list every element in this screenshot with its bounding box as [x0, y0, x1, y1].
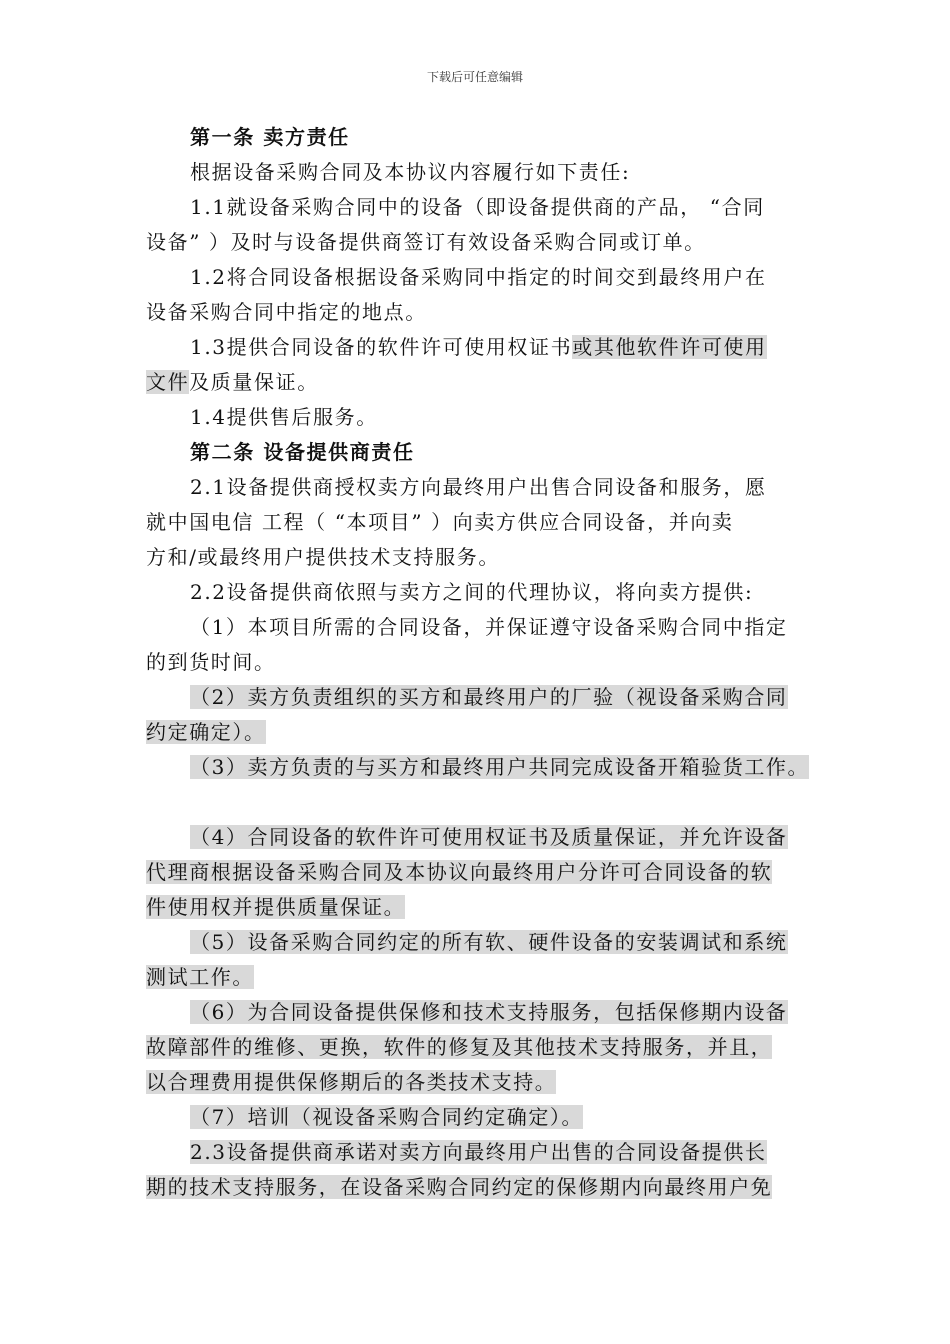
highlighted-text: 以合理费用提供保修期后的各类技术支持。	[146, 1070, 557, 1094]
text-line	[146, 1067, 556, 1097]
highlighted-text: 2.3设备提供商承诺对卖方向最终用户出售的合同设备提供长	[190, 1140, 767, 1164]
highlighted-text: 代理商根据设备采购合同及本协议向最终用户分许可合同设备的软	[146, 860, 773, 884]
text-line: 设备” ）及时与设备提供商签订有效设备采购合同或订单。	[146, 230, 706, 254]
text-line: 设备采购合同中指定的地点。	[146, 300, 427, 324]
highlighted-text: （6）为合同设备提供保修和技术支持服务，包括保修期内设备	[190, 1000, 788, 1024]
text-line	[146, 962, 254, 992]
text-line: 根据设备采购合同及本协议内容履行如下责任:	[190, 160, 631, 184]
text-line: 1.1就设备采购合同中的设备（即设备提供商的产品， “合同	[190, 195, 765, 219]
highlighted-text: 期的技术支持服务，在设备采购合同约定的保修期内向最终用户免	[146, 1175, 773, 1199]
page-header: 下载后可任意编辑	[426, 70, 523, 84]
text-line	[146, 1032, 772, 1062]
highlighted-text: 约定确定）。	[146, 720, 266, 744]
text-line: 文件及质量保证。	[146, 370, 319, 394]
highlighted-text: （7）培训（视设备采购合同约定确定）。	[190, 1105, 584, 1129]
section-heading: 第二条 设备提供商责任	[190, 440, 415, 464]
text-line	[190, 997, 788, 1027]
highlighted-text: 文件	[146, 370, 190, 394]
text-line	[190, 1102, 583, 1132]
highlighted-text: 测试工作。	[146, 965, 254, 989]
highlighted-text: 故障部件的维修、更换，软件的修复及其他技术支持服务，并且，	[146, 1035, 773, 1059]
text-line: 方和/或最终用户提供技术支持服务。	[146, 545, 500, 569]
text-line: 2.2设备提供商依照与卖方之间的代理协议，将向卖方提供:	[190, 580, 754, 604]
text-line: 2.1设备提供商授权卖方向最终用户出售合同设备和服务，愿	[190, 475, 767, 499]
text-line	[146, 857, 772, 887]
highlighted-text: （5）设备采购合同约定的所有软、硬件设备的安装调试和系统	[190, 930, 788, 954]
text-line	[190, 927, 788, 957]
text-line	[190, 682, 788, 712]
text-line: 1.2将合同设备根据设备采购同中指定的时间交到最终用户在	[190, 265, 767, 289]
text-line	[190, 1137, 767, 1167]
text-line	[190, 752, 809, 782]
text-line: 1.4提供售后服务。	[190, 405, 378, 429]
highlighted-text: 件使用权并提供质量保证。	[146, 895, 406, 919]
text-line: 的到货时间。	[146, 650, 276, 674]
text-line	[190, 822, 788, 852]
text-line: 就中国电信 工程（ “本项目” ）向卖方供应合同设备，并向卖	[146, 510, 734, 534]
text-line: 1.3提供合同设备的软件许可使用权证书或其他软件许可使用	[190, 335, 767, 359]
text-line	[146, 717, 266, 747]
highlighted-text: （2）卖方负责组织的买方和最终用户的厂验（视设备采购合同	[190, 685, 788, 709]
text-line	[146, 892, 405, 922]
section-heading: 第一条 卖方责任	[190, 125, 350, 149]
text-line: （1）本项目所需的合同设备，并保证遵守设备采购合同中指定	[190, 615, 788, 639]
highlighted-text: （3）卖方负责的与买方和最终用户共同完成设备开箱验货工作。	[190, 755, 810, 779]
highlighted-text: （4）合同设备的软件许可使用权证书及质量保证，并允许设备	[190, 825, 788, 849]
highlighted-text: 或其他软件许可使用	[572, 335, 767, 359]
text-line	[146, 1172, 772, 1202]
